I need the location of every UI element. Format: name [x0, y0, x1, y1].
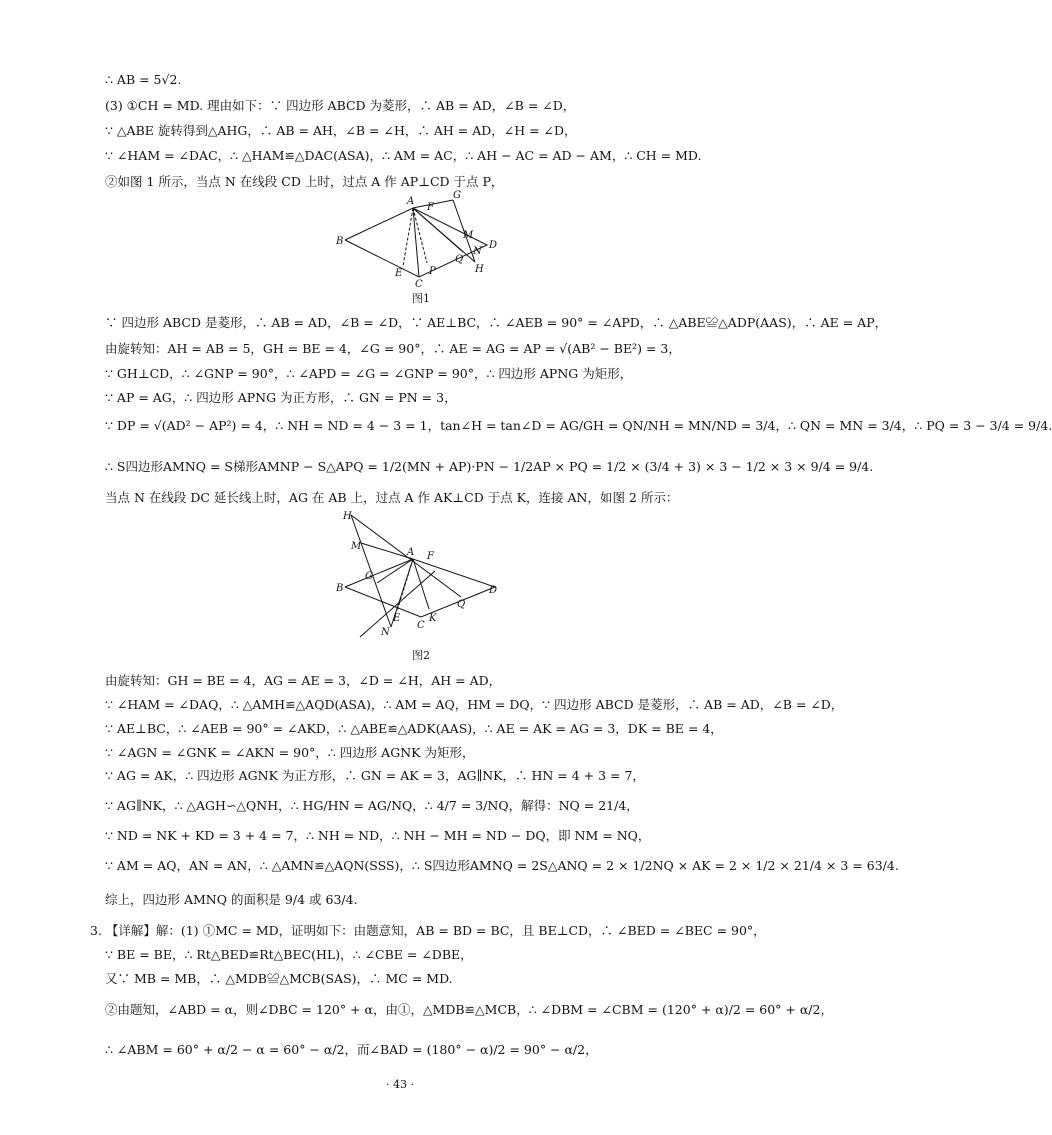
text-line: ∵ BE = BE，∴ Rt△BED≌Rt△BEC(HL)，∴ ∠CBE = ∠DBE，: [105, 947, 473, 962]
text-line: 由旋转知：AH = AB = 5，GH = BE = 4，∠G = 90°，∴ AE = AG = AP = √(AB² − BE²) = 3，: [105, 341, 681, 356]
fig1-label-n: N: [473, 246, 482, 257]
text-line: ∵ AM = AQ，AN = AN，∴ △AMN≌△AQN(SSS)，∴ S四边形AMNQ = 2S△ANQ = 2 × 1/2NQ × AK = 2 × 1/2 × 21/4 × 3 = 63/4.: [105, 858, 899, 873]
fig2-label-b: B: [336, 583, 344, 594]
text-line: (3) ①CH = MD. 理由如下：∵ 四边形 ABCD 为菱形，∴ AB = AD，∠B = ∠D，: [105, 98, 576, 113]
text-line: ∴ ∠ABM = 60° + α/2 − α = 60° − α/2，而∠BAD = (180° − α)/2 = 90° − α/2，: [105, 1042, 598, 1057]
text-line: ∵ ∠AGN = ∠GNK = ∠AKN = 90°，∴ 四边形 AGNK 为矩形，: [105, 745, 475, 760]
text-line: ∵ AG∥NK，∴ △AGH∽△QNH，∴ HG/HN = AG/NQ，∴ 4/7 = 3/NQ，解得：NQ = 21/4，: [105, 798, 639, 813]
text-line: ∵ AE⊥BC，∴ ∠AEB = 90° = ∠AKD，∴ △ABE≌△ADK(AAS)，∴ AE = AK = AG = 3，DK = BE = 4，: [105, 721, 723, 736]
text-line: ∵ ND = NK + KD = 3 + 4 = 7，∴ NH = ND，∴ NH − MH = ND − DQ，即 NM = NQ，: [105, 828, 651, 843]
fig2-label-g: G: [365, 571, 373, 582]
text-line: 3. 【详解】解：(1) ①MC = MD，证明如下：由题意知，AB = BD = BC，且 BE⊥CD，∴ ∠BED = ∠BEC = 90°，: [90, 923, 766, 938]
fig2-label-c: C: [417, 620, 425, 631]
fig2-label-n: N: [381, 627, 390, 638]
fig1-label-d: D: [489, 240, 498, 251]
figure-2-caption: 图2: [412, 649, 430, 662]
figure-2: [335, 507, 505, 644]
fig2-label-d: D: [489, 585, 498, 596]
text-line: 又∵ MB = MB，∴ △MDB≌△MCB(SAS)，∴ MC = MD.: [105, 971, 453, 986]
text-line: ∵ △ABE 旋转得到△AHG，∴ AB = AH，∠B = ∠H，∴ AH = AD，∠H = ∠D，: [105, 123, 577, 138]
text-line: ②如图 1 所示，当点 N 在线段 CD 上时，过点 A 作 AP⊥CD 于点 P，: [105, 174, 504, 189]
fig1-label-b: B: [336, 236, 344, 247]
fig1-label-e: E: [395, 268, 403, 279]
text-line: ∵ 四边形 ABCD 是菱形，∴ AB = AD，∠B = ∠D，∵ AE⊥BC，∴ ∠AEB = 90° = ∠APD，∴ △ABE≌△ADP(AAS)，∴ AE = AP，: [105, 315, 888, 330]
text-line: ∵ DP = √(AD² − AP²) = 4，∴ NH = ND = 4 − 3 = 1，tan∠H = tan∠D = AG/GH = QN/NH = MN/ND = 3/4，∴ QN = MN = 3/4，∴ PQ = 3 − 3/4 = 9/4.: [105, 418, 1052, 433]
fig2-label-k: K: [429, 613, 437, 624]
text-line: ∴ S四边形AMNQ = S梯形AMNP − S△APQ = 1/2(MN + AP)·PN − 1/2AP × PQ = 1/2 × (3/4 + 3) × 3 − 1/2 × 3 × 9/4 = 9/4.: [105, 459, 874, 474]
fig1-label-q: Q: [455, 254, 464, 265]
fig2-label-a: A: [407, 547, 415, 558]
fig1-label-h: H: [475, 264, 484, 275]
fig2-label-m: M: [351, 541, 362, 552]
text-line: ∴ AB = 5√2.: [105, 72, 182, 87]
text-line: ∵ ∠HAM = ∠DAQ，∴ △AMH≌△AQD(ASA)，∴ AM = AQ，HM = DQ，∵ 四边形 ABCD 是菱形，∴ AB = AD，∠B = ∠D，: [105, 697, 844, 712]
text-line: ∵ GH⊥CD，∴ ∠GNP = 90°，∴ ∠APD = ∠G = ∠GNP = 90°，∴ 四边形 APNG 为矩形，: [105, 366, 633, 381]
fig2-label-e: E: [393, 613, 401, 624]
text-line: 综上，四边形 AMNQ 的面积是 9/4 或 63/4.: [105, 892, 358, 907]
fig1-label-f: F: [427, 202, 434, 213]
fig1-label-p: P: [429, 266, 436, 277]
fig1-label-a: A: [407, 196, 415, 207]
fig2-label-q: Q: [457, 599, 466, 610]
text-line: 当点 N 在线段 DC 延长线上时，AG 在 AB 上，过点 A 作 AK⊥CD 于点 K，连接 AN，如图 2 所示：: [105, 490, 679, 505]
text-line: ②由题知，∠ABD = α，则∠DBC = 120° + α，由①，△MDB≌△MCB，∴ ∠DBM = ∠CBM = (120° + α)/2 = 60° + α/2，: [105, 1002, 833, 1017]
fig1-label-c: C: [415, 279, 423, 290]
fig1-label-m: M: [463, 230, 474, 241]
text-line: ∵ AP = AG，∴ 四边形 APNG 为正方形，∴ GN = PN = 3，: [105, 390, 457, 405]
text-line: 由旋转知：GH = BE = 4，AG = AE = 3，∠D = ∠H，AH = AD，: [105, 673, 502, 688]
fig2-label-f: F: [427, 551, 434, 562]
figure-1-caption: 图1: [412, 292, 430, 305]
fig2-label-h: H: [343, 511, 352, 522]
page-number: · 43 ·: [386, 1078, 414, 1091]
text-line: ∵ ∠HAM = ∠DAC，∴ △HAM≌△DAC(ASA)，∴ AM = AC，∴ AH − AC = AD − AM，∴ CH = MD.: [105, 148, 702, 163]
text-line: ∵ AG = AK，∴ 四边形 AGNK 为正方形，∴ GN = AK = 3，AG∥NK，∴ HN = 4 + 3 = 7，: [105, 768, 645, 783]
figure-1: [335, 190, 505, 290]
fig1-label-g: G: [453, 190, 461, 201]
